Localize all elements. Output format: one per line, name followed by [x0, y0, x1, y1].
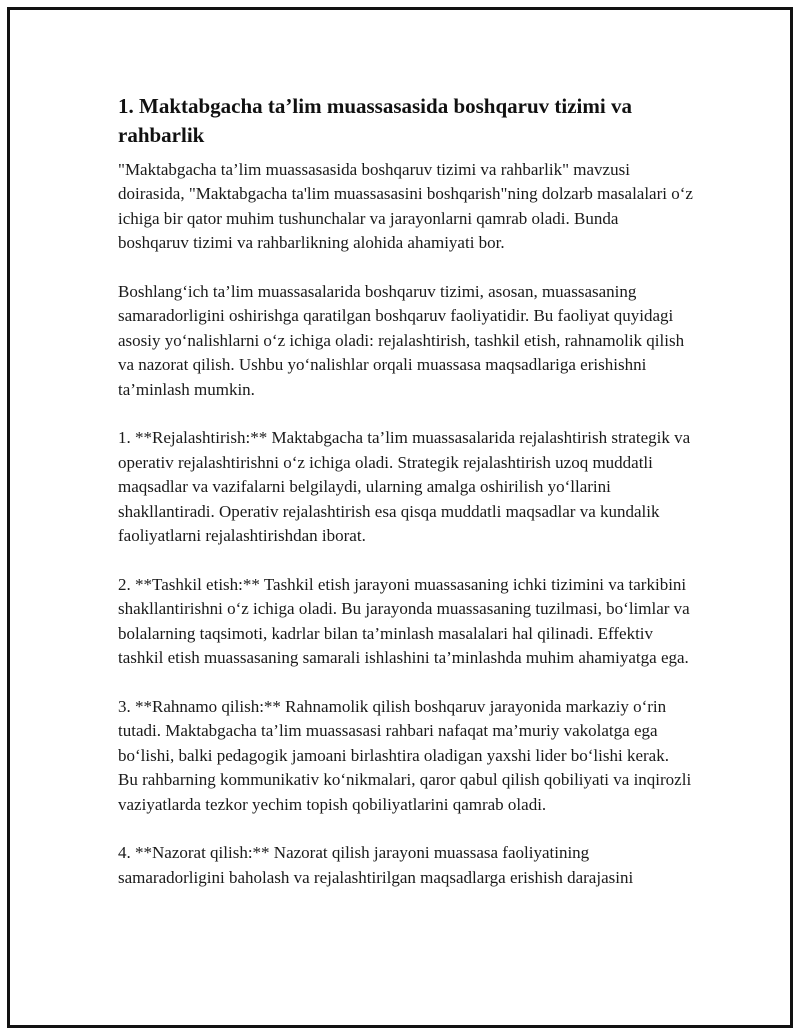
paragraph-leading: 3. **Rahnamo qilish:** Rahnamolik qilish boshqaruv jarayonida markaziy o‘rin tutadi. Maktabgacha ta’lim muassasasi rahbari nafaqat ma’muriy vakolatga ega bo‘lishi, balki pedagogik jamoani birlashtira oladigan yaxshi lider bo‘lishi kerak. Bu rahbarning kommunikativ ko‘nikmalari, qaror qabul qilish qobiliyati va inqirozli vaziyatlarda tezkor yechim topish qobiliyatlarini qamrab oladi. [118, 696, 692, 814]
paragraph-management-system: Boshlang‘ich ta’lim muassasalarida boshqaruv tizimi, asosan, muassasaning samaradorligini oshirishga qaratilgan boshqaruv faoliyatidir. Bu faoliyat quyidagi asosiy yo‘nalishlarni o‘z ichiga oladi: rejalashtirish, tashkil etish, rahnamolik qilish va nazorat qilish. Ushbu yo‘nalishlar orqali muassasa maqsadlariga erishishni ta’minlash mumkin. [118, 282, 685, 399]
paragraph-intro: "Maktabgacha ta’lim muassasasida boshqaruv tizimi va rahbarlik" mavzusi doirasida, "Maktabgacha ta'lim muassasasini boshqarish"ning dolzarb masalalari o‘z ichiga bir qator muhim tushunchalar va jarayonlarni qamrab oladi. Bunda boshqaruv tizimi va rahbarlikning alohida ahamiyati bor. [118, 160, 693, 253]
document-heading: 1. Maktabgacha ta’lim muassasasida boshqaruv tizimi va rahbarlik [118, 94, 632, 147]
document-body [118, 92, 693, 915]
paragraph-planning: 1. **Rejalashtirish:** Maktabgacha ta’lim muassasalarida rejalashtirish strategik va operativ rejalashtirishni o‘z ichiga oladi. Strategik rejalashtirish uzoq muddatli maqsadlar va vazifalarni belgilaydi, ularning amalga oshirilish yo‘llarini shakllantiradi. Operativ rejalashtirish esa qisqa muddatli maqsadlar va kundalik faoliyatlarni rejalashtirishdan iborat. [118, 428, 691, 546]
paragraph-control: 4. **Nazorat qilish:** Nazorat qilish jarayoni muassasa faoliyatining samaradorligini baholash va rejalashtirilgan maqsadlarga erishish darajasini [118, 843, 634, 887]
paragraph-organizing: 2. **Tashkil etish:** Tashkil etish jarayoni muassasaning ichki tizimini va tarkibini shakllantirishni o‘z ichiga oladi. Bu jarayonda muassasaning tuzilmasi, bo‘limlar va bolalarning taqsimoti, kadrlar bilan ta’minlash masalalari hal qilinadi. Effektiv tashkil etish muassasaning samarali ishlashini ta’minlashda muhim ahamiyatga ega. [118, 574, 690, 668]
